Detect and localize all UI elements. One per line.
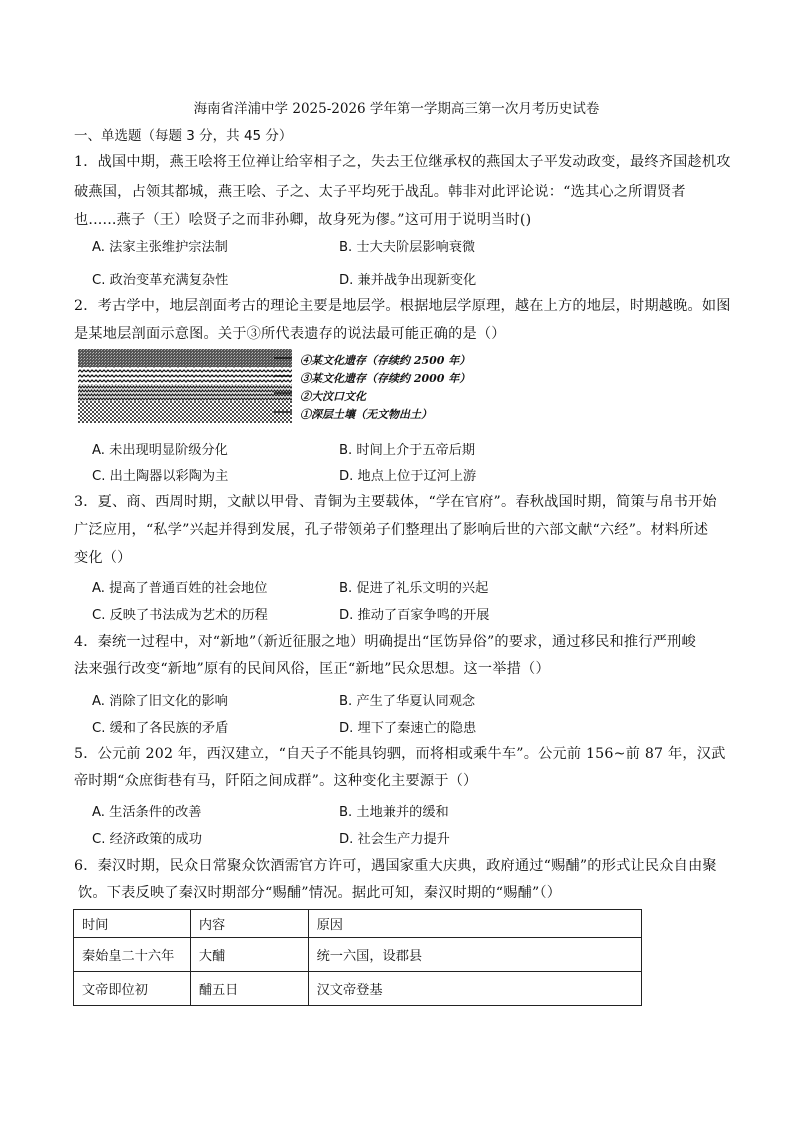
q2-option-b[interactable]: B. 时间上介于五帝后期 — [339, 443, 476, 458]
q2-line-2: 是某地层剖面示意图。关于③所代表遗存的说法最可能正确的是（） — [74, 326, 506, 342]
q6-line-1: 6．秦汉时期，民众日常聚众饮酒需官方许可，遇国家重大庆典，政府通过“赐酺”的形式让民众自由聚 — [74, 858, 717, 874]
q1-option-c[interactable]: C. 政治变革充满复杂性 — [92, 273, 229, 288]
figure-label-layer-1: ①深层土壤（无文物出土） — [300, 408, 432, 421]
table-cell: 酺五日 — [190, 972, 308, 1006]
table-cell: 文帝即位初 — [74, 972, 191, 1006]
layer-4 — [78, 349, 292, 367]
table-header-reason: 原因 — [308, 910, 641, 938]
q5-line-2: 帝时期“众庶街巷有马，阡陌之间成群”。这种变化主要源于（） — [74, 773, 478, 789]
table-header-time: 时间 — [74, 910, 191, 938]
q2-line-1: 2．考古学中，地层剖面考古的理论主要是地层学。根据地层学原理，越在上方的地层，时期越晚。如图 — [74, 298, 731, 314]
q3-option-c[interactable]: C. 反映了书法成为艺术的历程 — [92, 608, 268, 623]
q4-option-d[interactable]: D. 埋下了秦速亡的隐患 — [339, 721, 477, 736]
q2-option-d[interactable]: D. 地点上位于辽河上游 — [339, 469, 477, 484]
ci-pu-table — [73, 909, 642, 1006]
layer-3 — [78, 367, 292, 385]
q5-option-a[interactable]: A. 生活条件的改善 — [92, 805, 202, 820]
q3-option-d[interactable]: D. 推动了百家争鸣的开展 — [339, 608, 490, 623]
q1-line-2: 破燕国，占领其都城，燕王哙、子之、太子平均死于战乱。韩非对此评论说：“选其心之所谓贤者 — [74, 184, 686, 200]
q4-line-2: 法来强行改变“新地”原有的民间风俗，匡正“新地”民众思想。这一举措（） — [74, 661, 550, 677]
q2-option-a[interactable]: A. 未出现明显阶级分化 — [92, 443, 228, 458]
figure-label-layer-4: ④某文化遗存（存续约 2500 年） — [300, 354, 471, 367]
q4-option-c[interactable]: C. 缓和了各民族的矛盾 — [92, 721, 229, 736]
q3-option-b[interactable]: B. 促进了礼乐文明的兴起 — [339, 581, 489, 596]
q1-line-1: 1．战国中期，燕王哙将王位禅让给宰相子之，失去王位继承权的燕国太子平发动政变，最终齐国趁机攻 — [74, 154, 731, 170]
table-cell: 统一六国，设郡县 — [308, 938, 641, 972]
section-heading: 一、单选题（每题 3 分，共 45 分） — [74, 128, 293, 144]
q4-line-1: 4．秦统一过程中，对“新地”（新近征服之地）明确提出“匡饬异俗”的要求，通过移民和推行严刑峻 — [74, 634, 696, 650]
q5-option-b[interactable]: B. 土地兼并的缓和 — [339, 805, 449, 820]
table-row — [74, 972, 642, 1006]
q1-line-3: 也......燕子（王）哙贤子之而非孙卿，故身死为僇。”这可用于说明当时() — [74, 212, 532, 228]
layer-1 — [78, 401, 292, 423]
q5-option-c[interactable]: C. 经济政策的成功 — [92, 832, 202, 847]
layer-2 — [78, 385, 292, 401]
q1-option-a[interactable]: A. 法家主张维护宗法制 — [92, 240, 228, 255]
q6-line-2: 饮。下表反映了秦汉时期部分“赐酺”情况。据此可知，秦汉时期的“赐酺”（） — [78, 885, 562, 901]
q3-line-2: 广泛应用，“私学”兴起并得到发展，孔子带领弟子们整理出了影响后世的六部文献“六经”。材料所述 — [74, 522, 709, 538]
table-row — [74, 938, 642, 972]
q3-line-1: 3．夏、商、西周时期，文献以甲骨、青铜为主要载体，“学在官府”。春秋战国时期，简策与帛书开始 — [74, 494, 717, 510]
figure-label-layer-2: ②大汶口文化 — [300, 390, 366, 403]
figure-label-layer-3: ③某文化遗存（存续约 2000 年） — [300, 372, 471, 385]
q5-line-1: 5．公元前 202 年，西汉建立，“自天子不能具钧驷，而将相或乘牛车”。公元前 156~前 87 年，汉武 — [74, 746, 726, 762]
table-cell: 秦始皇二十六年 — [74, 938, 191, 972]
exam-title: 海南省洋浦中学 2025-2026 学年第一学期高三第一次月考历史试卷 — [193, 101, 600, 117]
q2-option-c[interactable]: C. 出土陶器以彩陶为主 — [92, 469, 229, 484]
q1-option-b[interactable]: B. 士大夫阶层影响衰微 — [339, 240, 476, 255]
q5-option-d[interactable]: D. 社会生产力提升 — [339, 832, 450, 847]
table-cell: 大酺 — [190, 938, 308, 972]
q4-option-b[interactable]: B. 产生了华夏认同观念 — [339, 694, 476, 709]
stratigraphic-profile-figure — [78, 349, 292, 423]
q1-option-d[interactable]: D. 兼并战争出现新变化 — [339, 273, 477, 288]
q3-option-a[interactable]: A. 提高了普通百姓的社会地位 — [92, 581, 268, 596]
table-header-content: 内容 — [190, 910, 308, 938]
table-cell: 汉文帝登基 — [308, 972, 641, 1006]
table-header-row — [74, 910, 642, 938]
q3-line-3: 变化（） — [74, 550, 132, 566]
q4-option-a[interactable]: A. 消除了旧文化的影响 — [92, 694, 228, 709]
